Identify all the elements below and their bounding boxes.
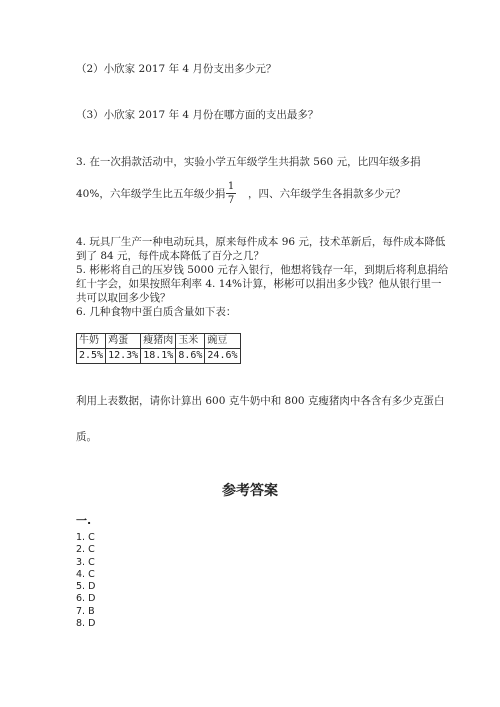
table-header-cell: 玉米 [176,334,205,349]
table-row [77,349,241,364]
question-3-line-2-end: ，四、六年级学生各捐款多少元？ [248,188,406,200]
question-3-line-2-start: 40%，六年级学生比五年级少捐 [76,188,226,200]
question-5-line-1: 5. 彬彬将自己的压岁钱 5000 元存入银行，他想将钱存一年，到期后将利息捐给 [76,264,449,276]
table-cell: 18.1% [141,349,176,364]
table-header-cell: 牛奶 [77,334,106,349]
fraction-denominator: 7 [227,195,235,206]
list-item: 3. C [76,556,95,568]
answer-section-label: 一. [76,514,92,527]
list-item: 8. D [76,618,96,630]
fraction-bar [226,193,236,194]
question-2-part-3: （3）小欣家 2017 年 4 月份在哪方面的支出最多？ [76,109,319,121]
question-6-line-3: 质。 [76,431,97,443]
table-cell: 2.5% [77,349,106,364]
protein-content-table [76,333,241,364]
question-5-line-2: 红十字会，如果按照年利率 4. 14%计算，彬彬可以捐出多少钱？他从银行里一 [76,278,442,290]
question-3-line-1: 3. 在一次捐款活动中，实验小学五年级学生共捐款 560 元，比四年级多捐 [76,156,421,168]
question-6-line-1: 6. 几种食物中蛋白质含量如下表： [76,306,237,318]
list-item: 6. D [76,593,96,605]
question-2-part-2: （2）小欣家 2017 年 4 月份支出多少元？ [76,63,277,75]
table-cell: 12.3% [106,349,141,364]
table-header-row [77,334,241,349]
list-item: 5. D [76,581,96,593]
table-header-cell: 鸡蛋 [106,334,141,349]
answer-list [76,532,95,630]
table-header-cell: 豌豆 [205,334,240,349]
list-item: 7. B [76,605,95,617]
table-cell: 24.6% [205,349,240,364]
question-6-line-2: 利用上表数据，请你计算出 600 克牛奶中和 800 克瘦猪肉中各含有多少克蛋白 [76,395,445,407]
question-5-line-3: 共可以取回多少钱？ [76,292,171,304]
list-item: 1. C [76,532,95,543]
table-header-cell: 瘦猪肉 [141,334,176,349]
list-item: 2. C [76,544,95,556]
question-4-line-2: 到了 84 元，每件成本降低了百分之几？ [76,250,265,262]
fraction-numerator: 1 [227,181,235,192]
table-cell: 8.6% [176,349,205,364]
question-4-line-1: 4. 玩具厂生产一种电动玩具，原来每件成本 96 元，技术革新后，每件成本降低 [76,236,446,248]
answer-key-title: 参考答案 [222,483,278,499]
list-item: 4. C [76,568,95,580]
fraction-one-seventh [226,181,236,206]
